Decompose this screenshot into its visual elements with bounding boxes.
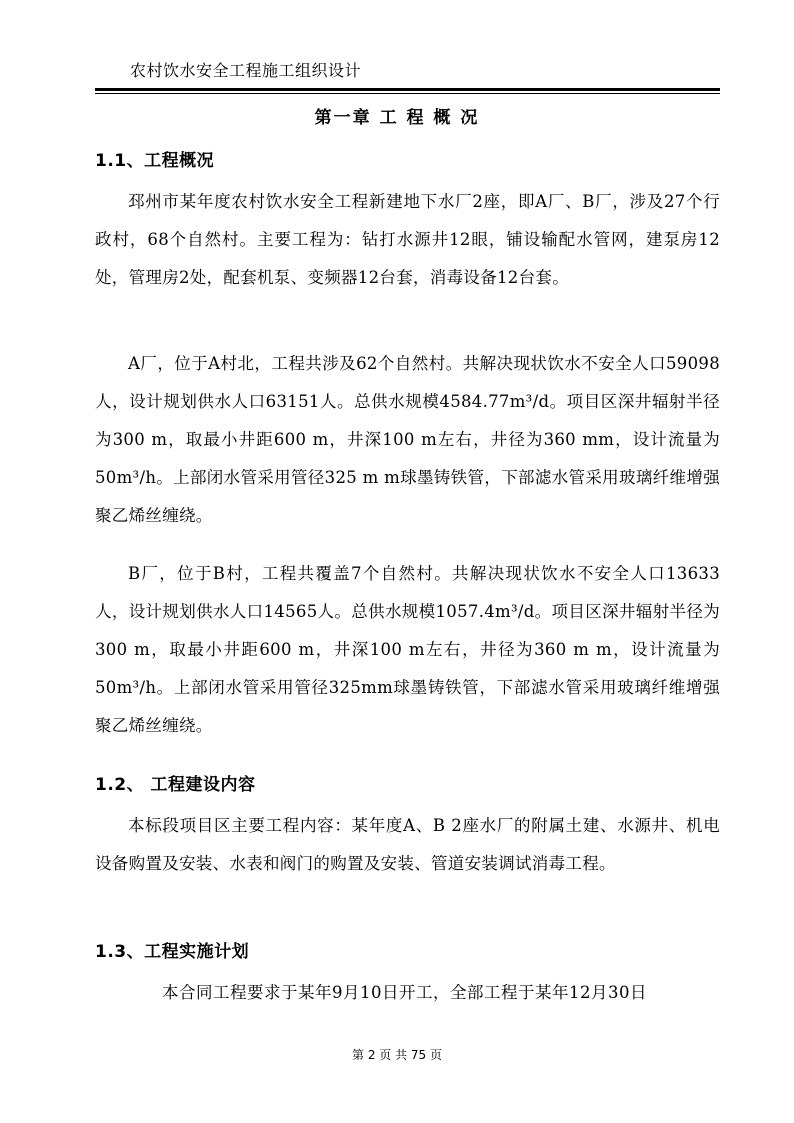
header-rule-thick	[95, 88, 720, 91]
running-header: 农村饮水安全工程施工组织设计	[130, 61, 362, 80]
section-heading-1-1: 1.1、工程概况	[95, 151, 215, 171]
paragraph-schedule: 本合同工程要求于某年9月10日开工，全部工程于某年12月30日	[162, 983, 647, 1002]
paragraph-construction-content: 本标段项目区主要工程内容：某年度A、B 2座水厂的附属土建、水源井、机电设备购置及安装、水表和阀门的购置及安装、管道安装调试消毒工程。	[95, 816, 720, 873]
paragraph-plant-a: A厂，位于A村北，工程共涉及62个自然村。共解决现状饮水不安全人口59098人，设计规划供水人口63151人。总供水规模4584.77m³/d。项目区深井辐射半径为300 m，取最小井距600 m，井深100 m左右，井径为360 mm，设计流量为50m³/h。上部闭水管采用管径325 m m球墨铸铁管，下部滤水管采用玻璃纤维增强聚乙烯丝缠绕。	[95, 354, 720, 525]
section-heading-1-3: 1.3、工程实施计划	[95, 942, 250, 962]
header-rule-thin	[95, 93, 720, 94]
page-number-footer: 第 2 页 共 75 页	[352, 1048, 442, 1062]
paragraph-overview: 邳州市某年度农村饮水安全工程新建地下水厂2座，即A厂、B厂，涉及27个行政村，68个自然村。主要工程为：钻打水源井12眼，铺设输配水管网，建泵房12处，管理房2处，配套机泵、变频器12台套，消毒设备12台套。	[95, 192, 720, 287]
chapter-title: 第一章 工 程 概 况	[314, 108, 480, 128]
section-heading-1-2: 1.2、 工程建设内容	[95, 775, 256, 795]
paragraph-plant-b: B厂，位于B村，工程共覆盖7个自然村。共解决现状饮水不安全人口13633人，设计规划供水人口14565人。总供水规模1057.4m³/d。项目区深井辐射半径为300 m，取最小井距600 m，井深100 m左右，井径为360 m m，设计流量为50m³/h。上部闭水管采用管径325mm球墨铸铁管，下部滤水管采用玻璃纤维增强聚乙烯丝缠绕。	[95, 564, 720, 735]
